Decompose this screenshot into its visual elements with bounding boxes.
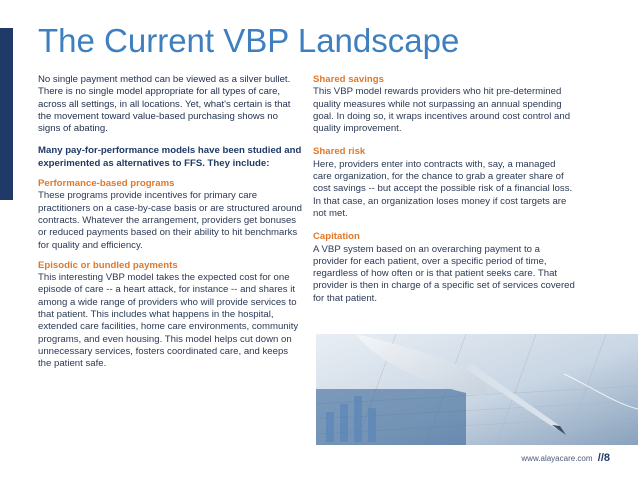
hand-with-pen-photo	[316, 334, 638, 445]
page-number: //8	[597, 452, 610, 464]
section-shared-savings	[313, 74, 575, 135]
left-column	[38, 74, 302, 371]
section-body: A VBP system based on an overarching payment to a provider for each patient, over a specific period of time, regardless of how often or is that patient seeks care. That provider is then in charge of a specific set of services covered for that patient.	[313, 243, 575, 304]
section-capitation	[313, 231, 575, 305]
right-column	[313, 74, 575, 305]
page-footer	[521, 452, 610, 464]
section-body: These programs provide incentives for primary care practitioners on a case-by-case basis or are structured around contracts. Whatever the arrangement, providers get bonuses or reduced payments based on their ability to hit benchmarks for quality and efficiency.	[38, 190, 302, 251]
section-heading: Capitation	[313, 231, 360, 243]
section-body: This VBP model rewards providers who hit pre-determined quality measures while not surpassing an annual spending goal. In doing so, it wraps incentives around cost control and quality improvement.	[313, 86, 571, 135]
section-performance-based	[38, 178, 302, 252]
lead-paragraph: Many pay-for-performance models have been studied and experimented as alternatives to FFS. They include:	[38, 145, 302, 169]
section-heading: Shared risk	[313, 146, 366, 158]
footer-url: www.alayacare.com	[521, 454, 593, 463]
intro-paragraph: No single payment method can be viewed as a silver bullet. There is no single model appropriate for all types of care, across all settings, in all locations. Yet, what's certain is that the movement toward value-based purchasing shows no signs of abating.	[38, 74, 291, 135]
section-heading: Performance-based programs	[38, 178, 175, 190]
accent-bar	[0, 28, 13, 200]
section-heading: Shared savings	[313, 74, 384, 85]
section-heading: Episodic or bundled payments	[38, 259, 178, 271]
section-shared-risk	[313, 146, 575, 220]
section-body: This interesting VBP model takes the expected cost for one episode of care -- a heart attack, for instance -- and shares it among a wide range of providers who will provide services to that patient. This includes what happens in the hospital, extended care facilities, home care environments, community programs, and even housing. This model helps cut down on unnecessary services, fosters coordinated care, and keeps the patient safe.	[38, 272, 299, 370]
section-body: Here, providers enter into contracts with, say, a managed care organization, for the chance to grab a greater share of cost savings -- but accept the possible risk of a financial loss. In that case, an organization loses money if cost targets are not met.	[313, 158, 573, 219]
page-title: The Current VBP Landscape	[38, 22, 460, 59]
section-episodic-bundled	[38, 260, 302, 371]
